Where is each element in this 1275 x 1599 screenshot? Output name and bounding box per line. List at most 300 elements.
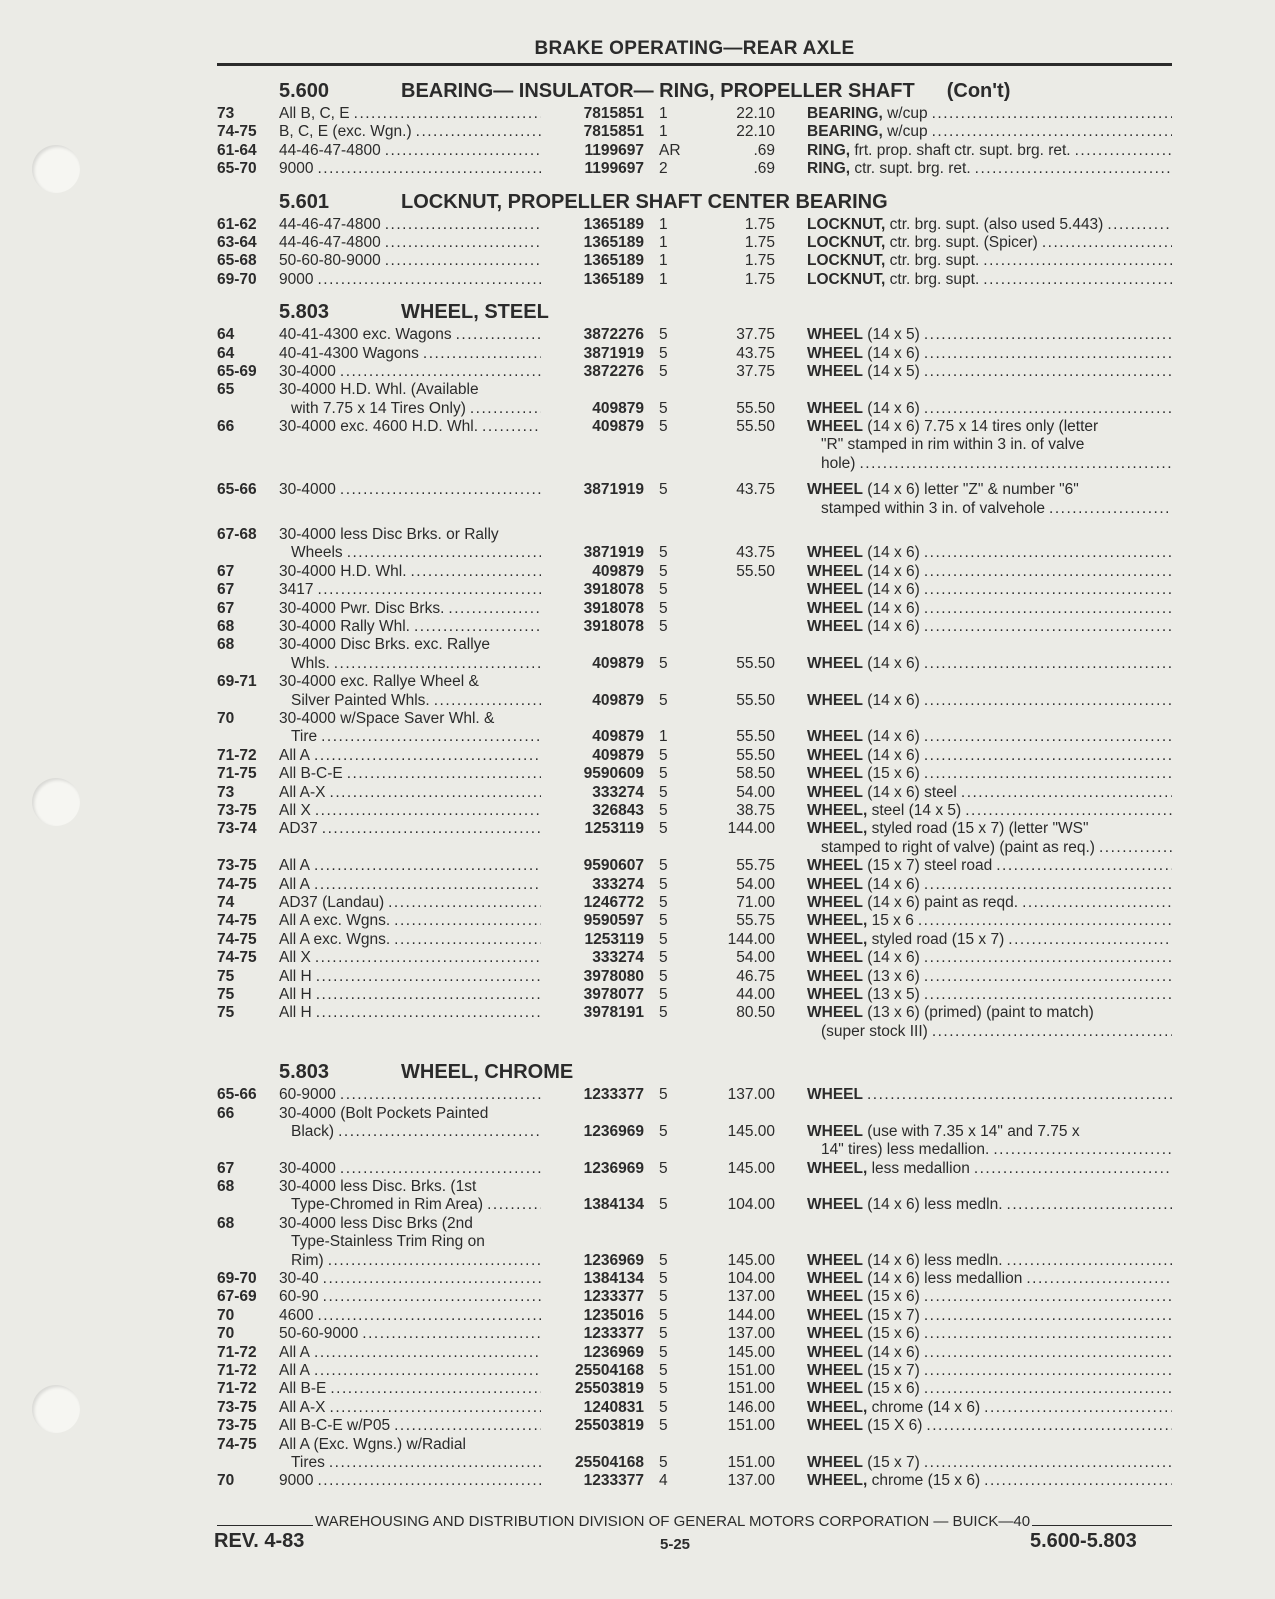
- leader-dots: [1008, 931, 1172, 949]
- part-name: WHEEL: [807, 765, 863, 783]
- application-line: [279, 1344, 541, 1362]
- quantity: 5: [659, 399, 668, 417]
- price: 144.00: [727, 1306, 775, 1324]
- application: [279, 600, 541, 618]
- application: [279, 1160, 541, 1178]
- description-line: [807, 400, 1172, 418]
- application-text: AD37: [279, 820, 318, 838]
- description-text: [807, 216, 1103, 234]
- description-text: [807, 931, 1004, 949]
- quantity: 5: [659, 344, 668, 362]
- part-name: WHEEL: [807, 1306, 863, 1324]
- description-detail: ctr. brg. supt.: [889, 252, 980, 270]
- description-detail: ctr. brg. supt.: [889, 270, 980, 288]
- description-text: [807, 600, 920, 618]
- description-line: [807, 1380, 1172, 1398]
- application: [279, 1307, 541, 1325]
- description-detail: hole): [821, 454, 856, 472]
- description-text: [821, 839, 1095, 857]
- leader-dots: [984, 1472, 1172, 1490]
- quantity: 5: [659, 326, 668, 344]
- description: [807, 1196, 1172, 1214]
- section-continued: (Con't): [946, 80, 1011, 102]
- part-number: 3871919: [583, 344, 644, 362]
- price: 1.75: [744, 215, 775, 233]
- application-text: Type-Stainless Trim Ring on: [291, 1233, 485, 1251]
- part-number: 9590607: [583, 857, 644, 875]
- description-detail: (14 x 6): [867, 691, 920, 709]
- section-title-text: BEARING— INSULATOR— RING, PROPELLER SHAFT: [401, 80, 915, 102]
- part-number: 1199697: [584, 160, 644, 178]
- description-detail: frt. prop. shaft ctr. supt. brg. ret.: [854, 141, 1071, 159]
- leader-dots: [314, 747, 541, 765]
- description-text: [807, 765, 920, 783]
- application-line: [279, 216, 541, 234]
- quantity: 5: [659, 1288, 668, 1306]
- section-gap: [217, 289, 1172, 297]
- model-year: 65-66: [217, 481, 257, 499]
- application-line: [279, 636, 541, 654]
- application-text: All B-E: [279, 1380, 327, 1398]
- description-line: [807, 1004, 1172, 1022]
- description: [807, 252, 1172, 270]
- application-line: [279, 105, 541, 123]
- application: [279, 123, 541, 141]
- part-row: [217, 802, 1172, 820]
- description: [807, 912, 1172, 930]
- description-line: [807, 544, 1172, 562]
- description-text: [807, 1307, 920, 1325]
- model-year: 73-75: [217, 802, 257, 819]
- description-line: [807, 1325, 1172, 1343]
- application: [279, 1325, 541, 1343]
- application: [279, 802, 541, 820]
- description: [807, 326, 1172, 344]
- description-line: [807, 728, 1172, 746]
- part-row: [217, 418, 1172, 473]
- application-text: 30-4000 Disc Brks. exc. Rallye: [279, 636, 491, 654]
- section-header: [217, 78, 1172, 105]
- application-line: [279, 1472, 541, 1490]
- leader-dots: [316, 986, 541, 1004]
- description-detail: w/cup: [887, 105, 928, 122]
- part-name: WHEEL: [807, 1270, 863, 1288]
- part-row: [217, 1270, 1172, 1288]
- part-number: 1233377: [583, 1086, 644, 1104]
- quantity: 1: [659, 270, 668, 288]
- description: [807, 857, 1172, 875]
- description-line: [807, 1086, 1172, 1104]
- description-line: [807, 418, 1172, 436]
- model-year: 67: [217, 1159, 235, 1177]
- application: [279, 949, 541, 967]
- description-detail: (15 x 6): [867, 1288, 920, 1306]
- application-line: [279, 820, 541, 838]
- description-detail: (14 x 6): [867, 875, 920, 893]
- part-number: 3978077: [583, 985, 644, 1003]
- description-detail: (14 x 6): [867, 399, 920, 417]
- leader-dots: [1049, 500, 1172, 518]
- application-text: All B, C, E: [279, 105, 350, 122]
- model-year: 69-71: [217, 673, 257, 691]
- model-year: 67: [217, 562, 235, 580]
- description-text: [807, 418, 1098, 436]
- application-line: [279, 1105, 541, 1123]
- quantity: 5: [659, 1453, 668, 1471]
- model-year: 66: [217, 418, 235, 436]
- application: [279, 271, 541, 289]
- part-number: 1365189: [583, 252, 644, 270]
- description: [807, 1325, 1172, 1343]
- leader-dots: [924, 400, 1172, 418]
- part-number: 1253119: [584, 820, 644, 838]
- application: [279, 1288, 541, 1306]
- model-year: 73-75: [217, 1417, 257, 1435]
- application: [279, 618, 541, 636]
- leader-dots: [394, 1417, 541, 1435]
- part-number: 326843: [592, 802, 644, 819]
- description: [807, 1288, 1172, 1306]
- part-row: [217, 912, 1172, 930]
- part-name: BEARING,: [807, 105, 883, 122]
- parts-list: [217, 76, 1172, 1499]
- application-line: [279, 481, 541, 499]
- quantity: 5: [659, 618, 668, 636]
- price: 151.00: [727, 1453, 775, 1471]
- part-row: [217, 894, 1172, 912]
- description-line: [807, 765, 1172, 783]
- description-line: [807, 894, 1172, 912]
- section-number: 5.600: [279, 80, 330, 102]
- description-line: [807, 784, 1172, 802]
- quantity: AR: [659, 141, 681, 159]
- description-detail: steel (14 x 5): [871, 802, 962, 819]
- description-line: [807, 692, 1172, 710]
- quantity: 5: [659, 746, 668, 764]
- description-line: [807, 363, 1172, 381]
- description-text: [807, 105, 928, 123]
- description-text: [807, 563, 920, 581]
- footer-rule-left: [217, 1525, 313, 1526]
- binder-hole-bottom: [32, 1385, 80, 1433]
- description: [807, 747, 1172, 765]
- description-text: [807, 1362, 920, 1380]
- description-detail: (15 x 6): [867, 1380, 920, 1398]
- description-text: [807, 1270, 1022, 1288]
- application-line: [279, 655, 541, 673]
- leader-dots: [924, 600, 1172, 618]
- leader-dots: [323, 1270, 541, 1288]
- leader-dots: [340, 1086, 541, 1104]
- leader-dots: [983, 252, 1172, 270]
- application-text: 30-4000 exc. Rallye Wheel &: [279, 673, 479, 691]
- description-line: [807, 1399, 1172, 1417]
- description-detail: chrome (15 x 6): [871, 1472, 981, 1490]
- description-detail: less medallion: [871, 1159, 970, 1177]
- model-year: 65: [217, 381, 235, 399]
- application-text: All A exc. Wgns.: [279, 912, 391, 930]
- application-text: All A exc. Wgns.: [279, 930, 391, 948]
- row-gap: [217, 518, 1172, 526]
- model-year: 65-69: [217, 362, 257, 380]
- part-name: WHEEL,: [807, 820, 868, 838]
- application-text: 30-4000 Pwr. Disc Brks.: [279, 599, 445, 617]
- description-detail: (14 x 5): [867, 362, 920, 380]
- part-row: [217, 381, 1172, 418]
- part-name: WHEEL: [807, 1196, 863, 1214]
- price: 104.00: [727, 1270, 775, 1288]
- description: [807, 1123, 1172, 1160]
- model-year: 70: [217, 710, 235, 728]
- application-text: 30-4000: [279, 481, 336, 499]
- quantity: 5: [659, 985, 668, 1003]
- description-text: [807, 1160, 970, 1178]
- price: 144.00: [727, 820, 775, 838]
- description-line: [807, 142, 1172, 160]
- model-year: 67-68: [217, 526, 257, 544]
- application: [279, 1105, 541, 1142]
- application: [279, 363, 541, 381]
- quantity: 1: [659, 233, 668, 251]
- application-text: All A-X: [279, 1398, 326, 1416]
- description: [807, 581, 1172, 599]
- model-year: 74-75: [217, 1435, 257, 1453]
- leader-dots: [983, 271, 1172, 289]
- model-year: 68: [217, 636, 235, 654]
- application: [279, 105, 541, 123]
- part-number: 409879: [592, 691, 644, 709]
- description: [807, 820, 1172, 857]
- leader-dots: [385, 142, 541, 160]
- price: 55.50: [736, 746, 775, 764]
- description-line: [807, 455, 1172, 473]
- leader-dots: [924, 949, 1172, 967]
- part-number: 1384134: [583, 1270, 644, 1288]
- leader-dots: [924, 1380, 1172, 1398]
- description: [807, 894, 1172, 912]
- price: .69: [753, 141, 775, 159]
- description-detail: (14 x 6): [867, 544, 920, 562]
- description-text: [807, 692, 920, 710]
- application-line: [279, 544, 541, 562]
- application-line: [279, 252, 541, 270]
- application-line: [279, 1454, 541, 1472]
- application-line: [279, 876, 541, 894]
- price: 22.10: [736, 105, 775, 122]
- description-text: [807, 1344, 920, 1362]
- description-detail: (14 x 6): [867, 562, 920, 580]
- description-detail: (15 x 7): [867, 1453, 920, 1471]
- quantity: 5: [659, 820, 668, 838]
- part-number: 1235016: [583, 1306, 644, 1324]
- part-number: 409879: [592, 746, 644, 764]
- application-line: [279, 618, 541, 636]
- description-detail: w/cup: [887, 123, 928, 141]
- page-number: 5-25: [660, 1536, 691, 1553]
- description: [807, 271, 1172, 289]
- model-year: 65-68: [217, 252, 257, 270]
- part-number: 3872276: [583, 362, 644, 380]
- description-text: [807, 728, 920, 746]
- description: [807, 1270, 1172, 1288]
- leader-dots: [1042, 234, 1172, 252]
- leader-dots: [347, 544, 541, 562]
- part-number: 3978191: [583, 1004, 644, 1022]
- part-row: [217, 1380, 1172, 1398]
- model-year: 75: [217, 967, 235, 985]
- application-line: [279, 1160, 541, 1178]
- description-line: [807, 160, 1172, 178]
- part-name: WHEEL: [807, 1288, 863, 1306]
- application: [279, 1472, 541, 1490]
- quantity: 5: [659, 1251, 668, 1269]
- part-row: [217, 526, 1172, 563]
- section-title: [401, 301, 549, 324]
- description-line: [807, 563, 1172, 581]
- price: 1.75: [744, 270, 775, 288]
- model-year: 67-69: [217, 1288, 257, 1306]
- quantity: 5: [659, 967, 668, 985]
- part-name: WHEEL: [807, 581, 863, 599]
- model-year: 71-72: [217, 1343, 257, 1361]
- description-detail: (14 x 6) less medln.: [867, 1196, 1003, 1214]
- part-row: [217, 710, 1172, 747]
- leader-dots: [867, 1086, 1172, 1104]
- quantity: 5: [659, 875, 668, 893]
- application-line: [279, 1270, 541, 1288]
- section-title: [401, 1061, 573, 1084]
- part-name: WHEEL: [807, 691, 863, 709]
- description: [807, 418, 1172, 473]
- model-year: 70: [217, 1306, 235, 1324]
- description-detail: (14 x 6): [867, 599, 920, 617]
- leader-dots: [388, 894, 541, 912]
- description: [807, 1344, 1172, 1362]
- application-line: [279, 949, 541, 967]
- header-rule: [217, 63, 1172, 66]
- leader-dots: [317, 271, 541, 289]
- description-text: [807, 1252, 1003, 1270]
- description-line: [807, 1288, 1172, 1306]
- leader-dots: [859, 455, 1172, 473]
- part-name: WHEEL: [807, 728, 863, 746]
- part-row: [217, 1105, 1172, 1160]
- section-title-text: LOCKNUT, PROPELLER SHAFT CENTER BEARING: [401, 190, 888, 213]
- application-line: [279, 1196, 541, 1214]
- part-row: [217, 1436, 1172, 1473]
- page-header: BRAKE OPERATING—REAR AXLE: [534, 38, 855, 59]
- section-title: [401, 80, 1010, 103]
- description-detail: (14 x 6): [867, 746, 920, 764]
- leader-dots: [330, 1399, 541, 1417]
- leader-dots: [316, 968, 541, 986]
- application-line: [279, 968, 541, 986]
- description-text: [807, 142, 1071, 160]
- description-line: [807, 252, 1172, 270]
- part-row: [217, 216, 1172, 234]
- description-text: [807, 345, 920, 363]
- application: [279, 1178, 541, 1215]
- description: [807, 968, 1172, 986]
- description: [807, 1417, 1172, 1435]
- description-text: [807, 857, 992, 875]
- description-text: [807, 894, 1018, 912]
- description: [807, 363, 1172, 381]
- description-text: [807, 271, 979, 289]
- application-text: Black): [291, 1122, 335, 1140]
- price: 43.75: [736, 544, 775, 562]
- quantity: 5: [659, 893, 668, 911]
- quantity: 5: [659, 1159, 668, 1177]
- part-row: [217, 1307, 1172, 1325]
- model-year: 74-75: [217, 949, 257, 967]
- part-number: 9590609: [583, 765, 644, 783]
- application-text: 30-4000 less Disc Brks. or Rally: [279, 526, 499, 544]
- row-gap: [217, 1041, 1172, 1049]
- description-text: [807, 986, 920, 1004]
- part-number: 25503819: [575, 1380, 644, 1398]
- description: [807, 949, 1172, 967]
- description-text: [807, 400, 920, 418]
- part-name: WHEEL: [807, 1004, 863, 1022]
- price: 145.00: [727, 1251, 775, 1269]
- part-row: [217, 581, 1172, 599]
- application: [279, 1436, 541, 1473]
- application-line: [279, 1215, 541, 1233]
- section-number: 5.601: [279, 190, 330, 213]
- application-text: 60-90: [279, 1288, 319, 1306]
- description-detail: (14 x 6) letter "Z" & number "6": [867, 481, 1079, 499]
- quantity: 5: [659, 1417, 668, 1435]
- application: [279, 1417, 541, 1435]
- description-detail: (14 x 6): [867, 344, 920, 362]
- model-year: 74-75: [217, 930, 257, 948]
- description-line: [807, 1141, 1172, 1159]
- leader-dots: [918, 912, 1172, 930]
- description: [807, 1399, 1172, 1417]
- part-row: [217, 363, 1172, 381]
- application-line: [279, 894, 541, 912]
- part-row: [217, 1417, 1172, 1435]
- application: [279, 968, 541, 986]
- description-text: [807, 363, 920, 381]
- application-text: All A: [279, 857, 311, 875]
- leader-dots: [974, 1160, 1172, 1178]
- leader-dots: [924, 692, 1172, 710]
- application-text: Rim): [291, 1251, 324, 1269]
- description-text: [821, 436, 1084, 454]
- leader-dots: [414, 618, 541, 636]
- part-name: WHEEL,: [807, 802, 868, 819]
- price: 151.00: [727, 1380, 775, 1398]
- application-text: 4600: [279, 1306, 314, 1324]
- application-text: All X: [279, 802, 311, 819]
- application-line: [279, 345, 541, 363]
- quantity: 5: [659, 857, 668, 875]
- application-line: [279, 692, 541, 710]
- part-row: [217, 673, 1172, 710]
- price: 54.00: [736, 949, 775, 967]
- price: 22.10: [736, 123, 775, 141]
- description-text: [807, 160, 971, 178]
- part-number: 25504168: [575, 1453, 644, 1471]
- model-year: 73-75: [217, 857, 257, 875]
- description-line: [807, 500, 1172, 518]
- description-detail: ctr. supt. brg. ret.: [854, 160, 971, 178]
- application-line: [279, 1178, 541, 1196]
- model-year: 68: [217, 618, 235, 636]
- model-year: 71-75: [217, 765, 257, 783]
